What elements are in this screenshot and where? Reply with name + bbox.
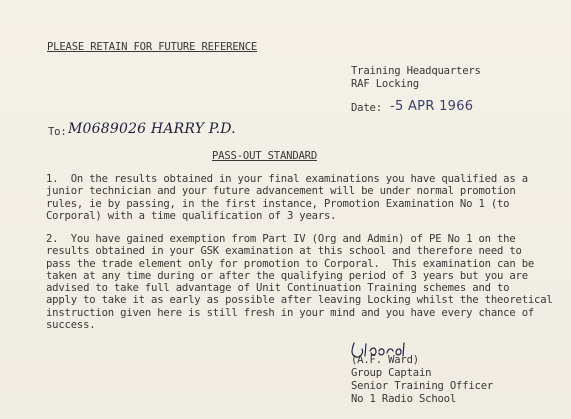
paragraph-1 (46, 173, 528, 222)
signatory-unit: No 1 Radio School (351, 393, 457, 405)
paragraph-1-line: Corporal) with a time qualification of 3 years. (46, 209, 337, 222)
signatory-name: (A.F. Ward) (351, 354, 419, 366)
paragraph-2 (46, 233, 553, 331)
date-stamp: -5 APR 1966 (390, 99, 474, 114)
to-label: To: (48, 126, 67, 138)
paragraph-1-line: junior technician and your future advancement will be under normal promotion (46, 185, 516, 198)
paragraph-2-line: advised to take full advantage of Unit Continuation Training schemes and to (46, 282, 510, 295)
paragraph-1-line: rules, ie by passing, in the first instance, Promotion Examination No 1 (to (46, 197, 510, 210)
paragraph-2-line: success. (46, 319, 96, 332)
paragraph-2-line: taken at any time during or after the qualifying period of 3 years but you are (46, 269, 528, 282)
document-title: PASS-OUT STANDARD (212, 150, 318, 162)
paragraph-1-line: 1. On the results obtained in your final examinations you have qualified as a (46, 173, 528, 185)
paragraph-2-line: apply to take it as early as possible after leaving Locking whilst the theoretical (46, 294, 553, 307)
paragraph-2-line: 2. You have gained exemption from Part IV (Org and Admin) of PE No 1 on the (46, 233, 516, 245)
signatory-role: Senior Training Officer (351, 380, 494, 392)
signatory-rank: Group Captain (351, 367, 432, 379)
paragraph-2-line: results obtained in your GSK examination at this school and therefore need to (46, 245, 522, 258)
date-label: Date: (351, 102, 382, 114)
org-line-1: Training Headquarters (351, 65, 481, 77)
retain-notice: PLEASE RETAIN FOR FUTURE REFERENCE (47, 41, 258, 53)
recipient-handwritten: M0689026 HARRY P.D. (68, 121, 236, 137)
paragraph-2-line: pass the trade element only for promotion to Corporal. This examination can be (46, 257, 535, 270)
paragraph-2-line: instruction given here is still fresh in your mind and you have every chance of (46, 306, 535, 319)
org-line-2: RAF Locking (351, 78, 419, 90)
